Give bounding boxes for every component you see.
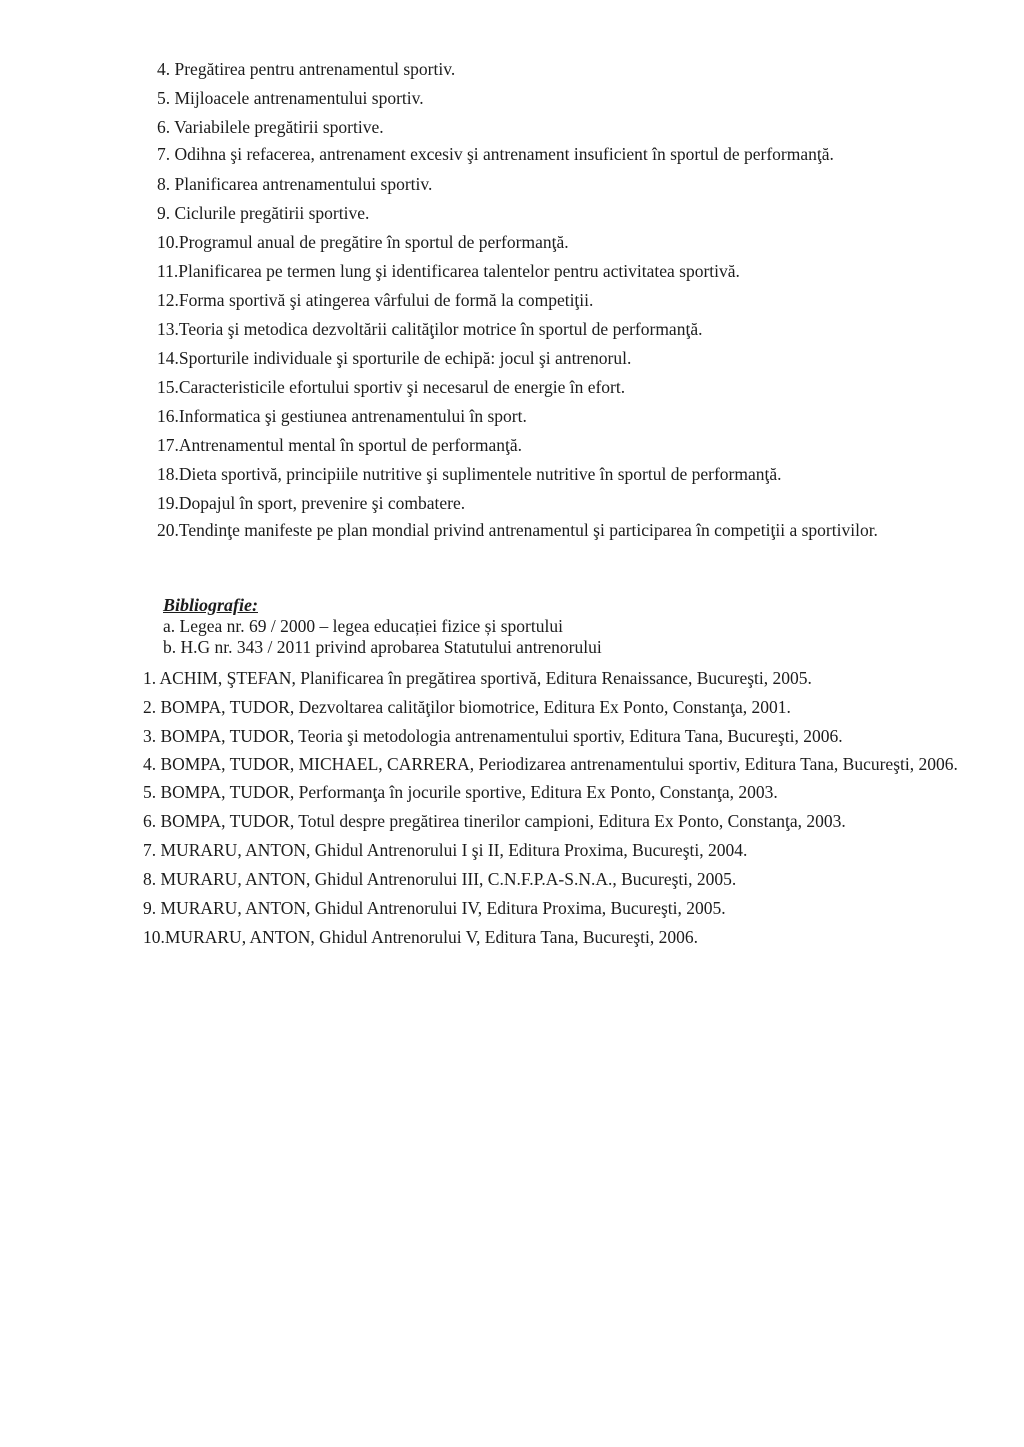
- topic-item: 12.Forma sportivă şi atingerea vârfului de formă la competiţii.: [157, 290, 594, 310]
- topic-item: 10.Programul anual de pregătire în sportul de performanţă.: [157, 232, 569, 252]
- topic-item: 20.Tendinţe manifeste pe plan mondial privind antrenamentul şi participarea în competiţii a sportivilor.: [157, 520, 878, 540]
- topic-item: 16.Informatica şi gestiunea antrenamentului în sport.: [157, 406, 527, 426]
- topic-item: 13.Teoria şi metodica dezvoltării calităţilor motrice în sportul de performanţă.: [157, 319, 703, 339]
- topic-item: 17.Antrenamentul mental în sportul de performanţă.: [157, 435, 522, 455]
- topic-item: 11.Planificarea pe termen lung şi identificarea talentelor pentru activitatea sportivă.: [157, 261, 740, 281]
- topics-list: [157, 56, 957, 547]
- topic-item: 4. Pregătirea pentru antrenamentul sportiv.: [157, 59, 456, 79]
- topic-item: 7. Odihna şi refacerea, antrenament excesiv şi antrenament insuficient în sportul de performanţă.: [157, 144, 834, 164]
- references-list: [143, 666, 983, 954]
- reference-item: 8. MURARU, ANTON, Ghidul Antrenorului III, C.N.F.P.A-S.N.A., Bucureşti, 2005.: [143, 869, 737, 889]
- topic-item: 6. Variabilele pregătirii sportive.: [157, 117, 384, 137]
- bibliography-section: [163, 594, 943, 658]
- laws-list: [163, 616, 943, 658]
- bibliography-heading: Bibliografie:: [163, 595, 258, 615]
- reference-item: 5. BOMPA, TUDOR, Performanţa în jocurile sportive, Editura Ex Ponto, Constanţa, 2003.: [143, 782, 778, 802]
- reference-item: 3. BOMPA, TUDOR, Teoria şi metodologia antrenamentului sportiv, Editura Tana, Bucureşti, 2006.: [143, 726, 843, 746]
- topic-item: 14.Sporturile individuale şi sporturile de echipă: jocul şi antrenorul.: [157, 348, 632, 368]
- topic-item: 18.Dieta sportivă, principiile nutritive şi suplimentele nutritive în sportul de performanţă.: [157, 464, 782, 484]
- topic-item: 9. Ciclurile pregătirii sportive.: [157, 203, 370, 223]
- reference-item: 10.MURARU, ANTON, Ghidul Antrenorului V, Editura Tana, Bucureşti, 2006.: [143, 927, 699, 947]
- reference-item: 9. MURARU, ANTON, Ghidul Antrenorului IV, Editura Proxima, Bucureşti, 2005.: [143, 898, 726, 918]
- reference-item: 6. BOMPA, TUDOR, Totul despre pregătirea tinerilor campioni, Editura Ex Ponto, Constanţa, 2003.: [143, 811, 846, 831]
- reference-item: 7. MURARU, ANTON, Ghidul Antrenorului I şi II, Editura Proxima, Bucureşti, 2004.: [143, 840, 748, 860]
- topic-item: 8. Planificarea antrenamentului sportiv.: [157, 174, 433, 194]
- reference-item: 1. ACHIM, ŞTEFAN, Planificarea în pregătirea sportivă, Editura Renaissance, Bucureşti, 2005.: [143, 668, 812, 688]
- reference-item: 4. BOMPA, TUDOR, MICHAEL, CARRERA, Periodizarea antrenamentului sportiv, Editura Tana, Bucureşti, 2006.: [143, 754, 958, 774]
- reference-item: 2. BOMPA, TUDOR, Dezvoltarea calităţilor biomotrice, Editura Ex Ponto, Constanţa, 2001.: [143, 697, 791, 717]
- topic-item: 19.Dopajul în sport, prevenire şi combatere.: [157, 493, 466, 513]
- law-item: a. Legea nr. 69 / 2000 – legea educației fizice și sportului: [163, 616, 563, 636]
- topic-item: 15.Caracteristicile efortului sportiv şi necesarul de energie în efort.: [157, 377, 626, 397]
- law-item: b. H.G nr. 343 / 2011 privind aprobarea Statutului antrenorului: [163, 637, 602, 657]
- topic-item: 5. Mijloacele antrenamentului sportiv.: [157, 88, 424, 108]
